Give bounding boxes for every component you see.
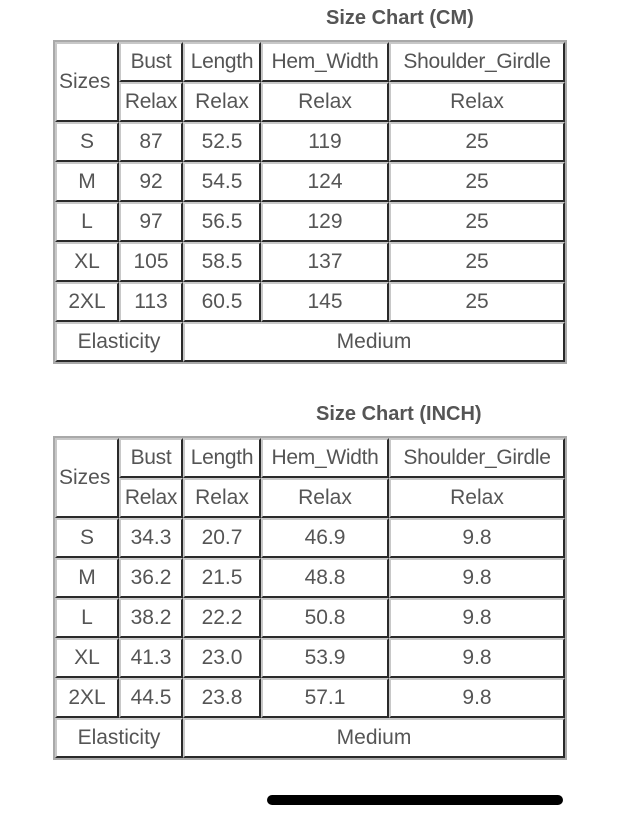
bust-cell: 105 — [119, 242, 183, 282]
shoulder-girdle-fit: Relax — [389, 82, 565, 122]
sizes-header: Sizes — [55, 438, 119, 518]
table-header-row — [55, 438, 565, 478]
table-row — [55, 202, 565, 242]
table-row — [55, 122, 565, 162]
size-cell: M — [55, 162, 119, 202]
bust-fit: Relax — [119, 478, 183, 518]
home-indicator-bar[interactable] — [267, 795, 563, 805]
table-row — [55, 558, 565, 598]
bust-cell: 38.2 — [119, 598, 183, 638]
shoulder-girdle-cell: 25 — [389, 282, 565, 322]
bust-header: Bust — [119, 42, 183, 82]
length-cell: 23.8 — [183, 678, 261, 718]
shoulder-girdle-cell: 25 — [389, 242, 565, 282]
shoulder-girdle-header: Shoulder_Girdle — [389, 438, 565, 478]
bust-fit: Relax — [119, 82, 183, 122]
table-row — [55, 242, 565, 282]
length-cell: 52.5 — [183, 122, 261, 162]
elasticity-label: Elasticity — [55, 322, 183, 362]
hem-width-header: Hem_Width — [261, 42, 389, 82]
hem-width-header: Hem_Width — [261, 438, 389, 478]
shoulder-girdle-cell: 9.8 — [389, 518, 565, 558]
table-row — [55, 598, 565, 638]
length-cell: 22.2 — [183, 598, 261, 638]
shoulder-girdle-fit: Relax — [389, 478, 565, 518]
hem-width-fit: Relax — [261, 478, 389, 518]
shoulder-girdle-cell: 25 — [389, 162, 565, 202]
bust-cell: 92 — [119, 162, 183, 202]
elasticity-row — [55, 718, 565, 758]
inch-size-table — [53, 436, 567, 760]
length-cell: 58.5 — [183, 242, 261, 282]
hem-width-fit: Relax — [261, 82, 389, 122]
length-cell: 20.7 — [183, 518, 261, 558]
bust-cell: 97 — [119, 202, 183, 242]
shoulder-girdle-header: Shoulder_Girdle — [389, 42, 565, 82]
bust-cell: 34.3 — [119, 518, 183, 558]
table-row — [55, 638, 565, 678]
shoulder-girdle-cell: 9.8 — [389, 598, 565, 638]
hem-width-cell: 53.9 — [261, 638, 389, 678]
length-cell: 56.5 — [183, 202, 261, 242]
length-cell: 60.5 — [183, 282, 261, 322]
shoulder-girdle-cell: 25 — [389, 202, 565, 242]
shoulder-girdle-cell: 9.8 — [389, 678, 565, 718]
length-cell: 21.5 — [183, 558, 261, 598]
size-cell: L — [55, 202, 119, 242]
size-cell: S — [55, 518, 119, 558]
bust-cell: 87 — [119, 122, 183, 162]
hem-width-cell: 46.9 — [261, 518, 389, 558]
hem-width-cell: 137 — [261, 242, 389, 282]
length-cell: 23.0 — [183, 638, 261, 678]
hem-width-cell: 50.8 — [261, 598, 389, 638]
hem-width-cell: 57.1 — [261, 678, 389, 718]
elasticity-row — [55, 322, 565, 362]
table-subheader-row — [55, 82, 565, 122]
size-cell: XL — [55, 242, 119, 282]
table-subheader-row — [55, 478, 565, 518]
hem-width-cell: 119 — [261, 122, 389, 162]
table-header-row — [55, 42, 565, 82]
length-cell: 54.5 — [183, 162, 261, 202]
cm-size-table — [53, 40, 567, 364]
elasticity-value: Medium — [183, 718, 565, 758]
length-fit: Relax — [183, 478, 261, 518]
shoulder-girdle-cell: 25 — [389, 122, 565, 162]
hem-width-cell: 48.8 — [261, 558, 389, 598]
table-row — [55, 162, 565, 202]
inch-chart-title: Size Chart (INCH) — [316, 403, 482, 425]
shoulder-girdle-cell: 9.8 — [389, 558, 565, 598]
size-cell: L — [55, 598, 119, 638]
size-cell: S — [55, 122, 119, 162]
elasticity-value: Medium — [183, 322, 565, 362]
elasticity-label: Elasticity — [55, 718, 183, 758]
length-header: Length — [183, 438, 261, 478]
bust-cell: 41.3 — [119, 638, 183, 678]
bust-cell: 36.2 — [119, 558, 183, 598]
size-cell: XL — [55, 638, 119, 678]
table-row — [55, 678, 565, 718]
sizes-header: Sizes — [55, 42, 119, 122]
bust-header: Bust — [119, 438, 183, 478]
hem-width-cell: 145 — [261, 282, 389, 322]
length-header: Length — [183, 42, 261, 82]
hem-width-cell: 129 — [261, 202, 389, 242]
table-row — [55, 518, 565, 558]
table-row — [55, 282, 565, 322]
length-fit: Relax — [183, 82, 261, 122]
size-cell: 2XL — [55, 678, 119, 718]
size-cell: 2XL — [55, 282, 119, 322]
shoulder-girdle-cell: 9.8 — [389, 638, 565, 678]
bust-cell: 113 — [119, 282, 183, 322]
bust-cell: 44.5 — [119, 678, 183, 718]
cm-chart-title: Size Chart (CM) — [326, 7, 474, 29]
hem-width-cell: 124 — [261, 162, 389, 202]
size-cell: M — [55, 558, 119, 598]
